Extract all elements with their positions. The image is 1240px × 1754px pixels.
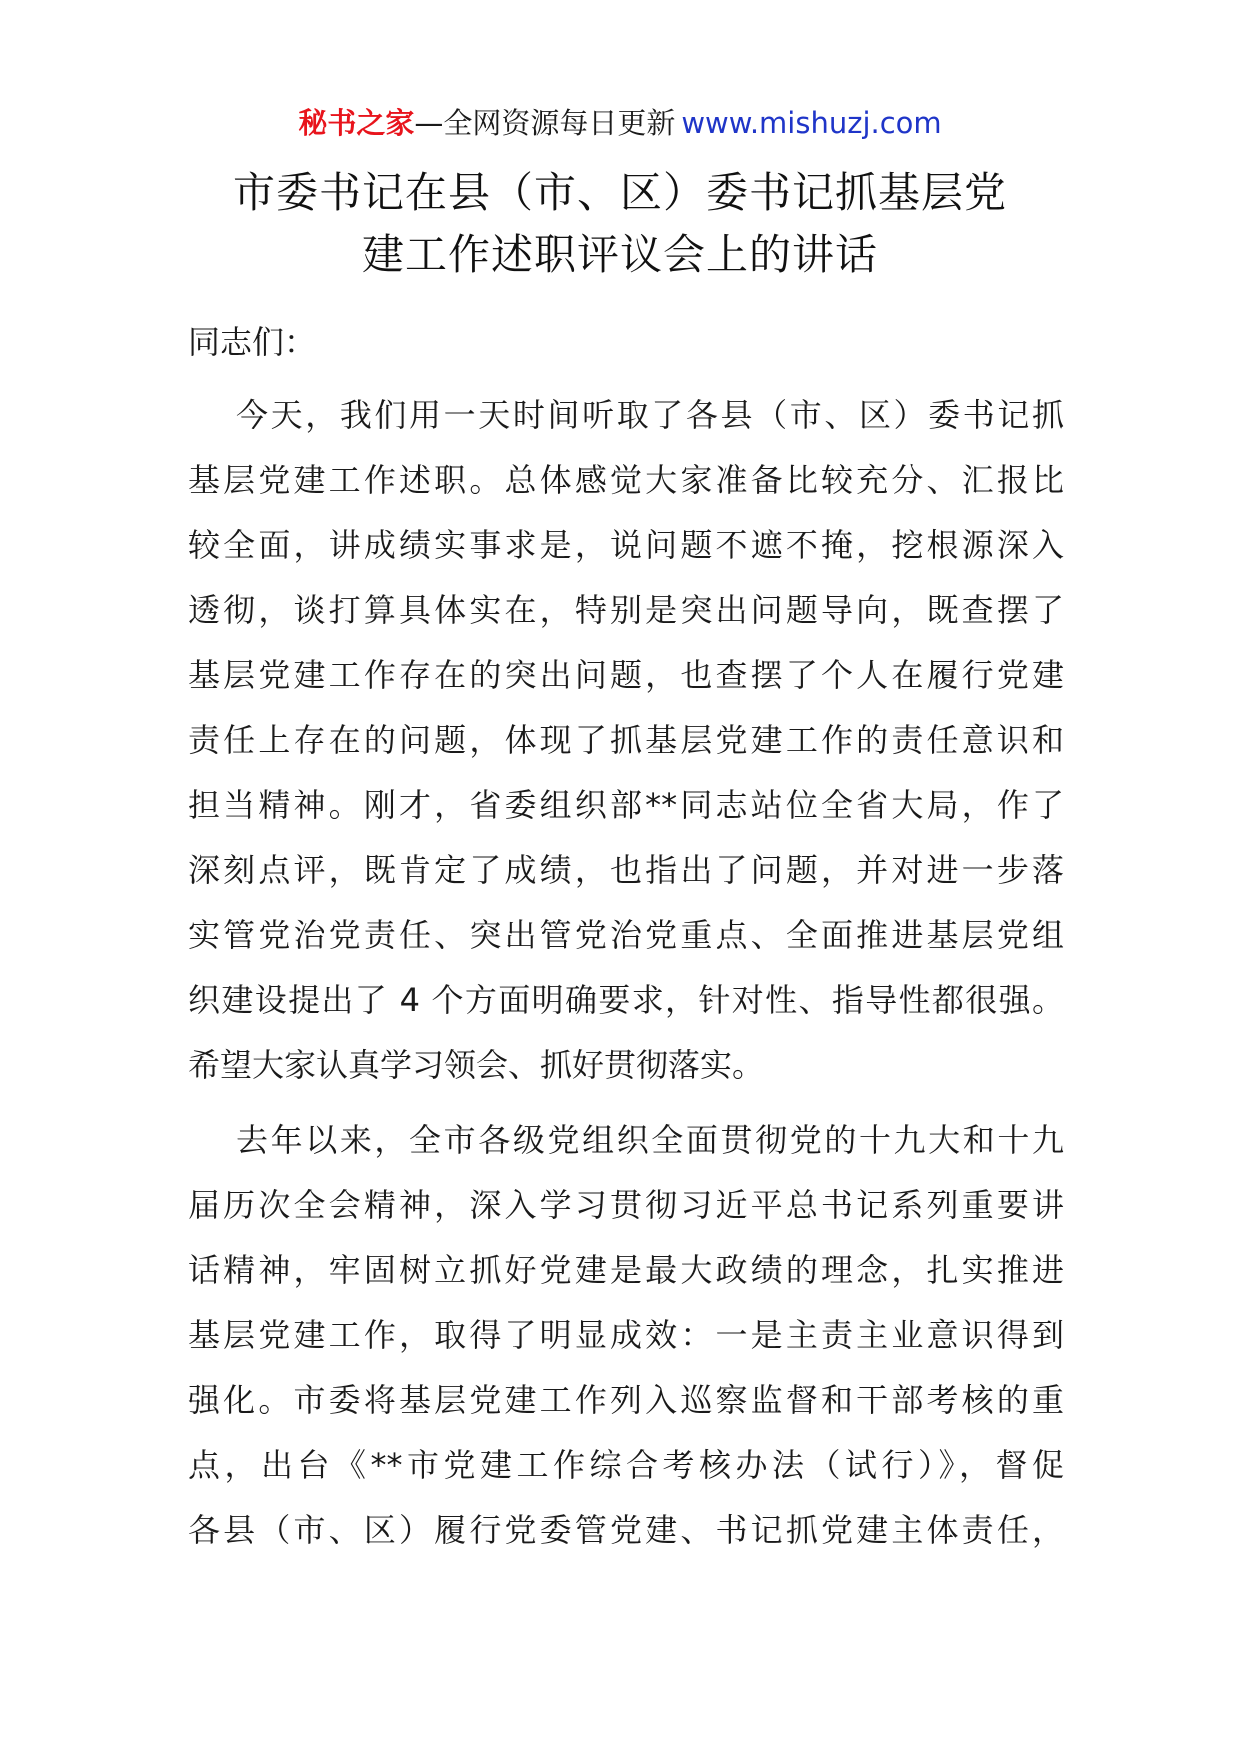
text-line: 去年以来，全市各级党组织全面贯彻党的十九大和十九 xyxy=(236,1121,1064,1159)
text-line: 担当精神。刚才，省委组织部**同志站位全省大局，作了 xyxy=(188,786,1064,824)
text-line: 基层党建工作存在的突出问题，也查摆了个人在履行党建 xyxy=(188,656,1064,694)
title-line: 市委书记在县（市、区）委书记抓基层党 xyxy=(232,168,1007,217)
text-line: 希望大家认真学习领会、抓好贯彻落实。 xyxy=(188,1046,765,1084)
text-line: 实管党治党责任、突出管党治党重点、全面推进基层党组 xyxy=(188,916,1064,954)
header-tagline: —全网资源每日更新 xyxy=(414,106,676,140)
text-line: 基层党建工作述职。总体感觉大家准备比较充分、汇报比 xyxy=(188,461,1064,499)
text-line: 话精神，牢固树立抓好党建是最大政绩的理念，扎实推进 xyxy=(188,1251,1064,1289)
paragraph-1 xyxy=(188,383,1064,1098)
text-line: 今天，我们用一天时间听取了各县（市、区）委书记抓 xyxy=(236,396,1064,434)
text-line: 基层党建工作，取得了明显成效：一是主责主业意识得到 xyxy=(188,1316,1064,1354)
text-line: 责任上存在的问题，体现了抓基层党建工作的责任意识和 xyxy=(188,721,1064,759)
document-body xyxy=(188,310,1064,1573)
text-line: 点，出台《**市党建工作综合考核办法（试行）》，督促 xyxy=(188,1446,1064,1484)
salutation: 同志们： xyxy=(188,323,317,361)
text-line: 较全面，讲成绩实事求是，说问题不遮不掩，挖根源深入 xyxy=(188,526,1064,564)
brand-name: 秘书之家 xyxy=(298,106,415,140)
document-title xyxy=(150,162,1090,286)
text-line: 各县（市、区）履行党委管党建、书记抓党建主体责任， xyxy=(188,1511,1064,1549)
text-line: 深刻点评，既肯定了成绩，也指出了问题，并对进一步落 xyxy=(188,851,1064,889)
site-header xyxy=(0,103,1240,143)
text-line: 织建设提出了 4 个方面明确要求，针对性、指导性都很强。 xyxy=(188,981,1064,1019)
text-line: 届历次全会精神，深入学习贯彻习近平总书记系列重要讲 xyxy=(188,1186,1064,1224)
text-line: 强化。市委将基层党建工作列入巡察监督和干部考核的重 xyxy=(188,1381,1064,1419)
title-line: 建工作述职评议会上的讲话 xyxy=(361,230,878,279)
site-url-link[interactable]: www.mishuzj.com xyxy=(681,106,942,140)
paragraph-2 xyxy=(188,1108,1064,1563)
text-line: 透彻，谈打算具体实在，特别是突出问题导向，既查摆了 xyxy=(188,591,1064,629)
